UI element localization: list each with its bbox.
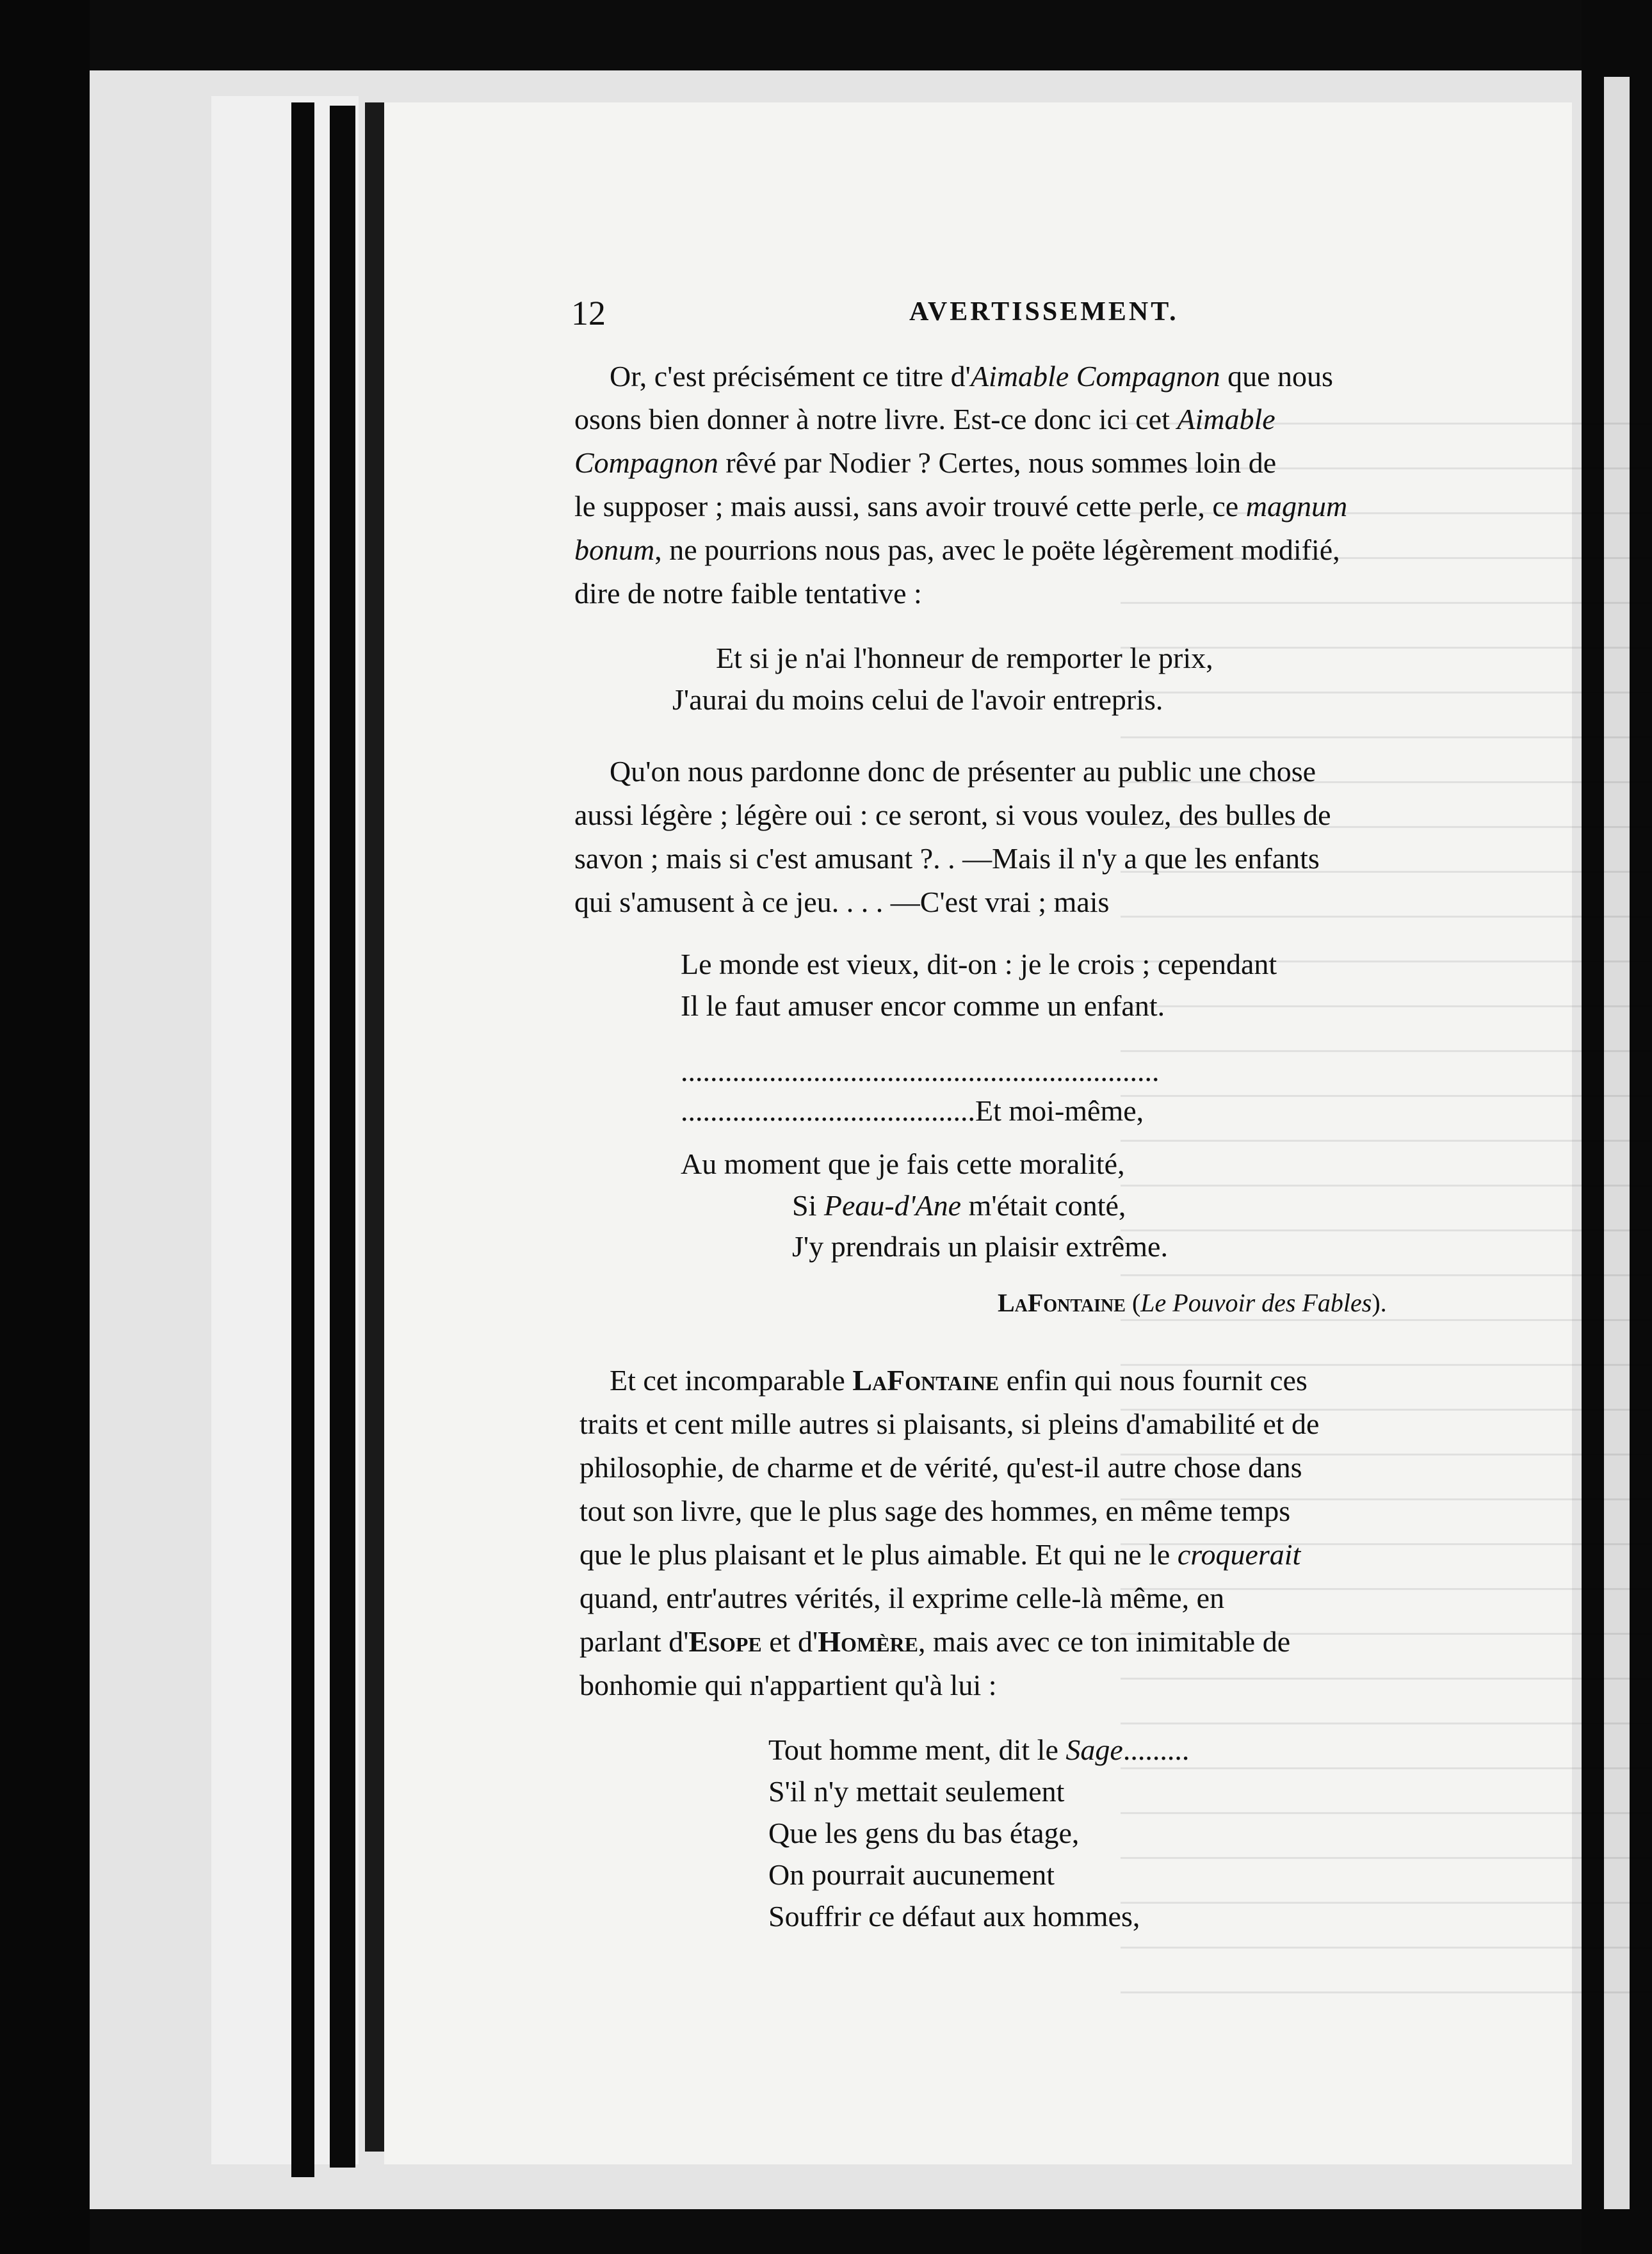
page-edge — [291, 102, 314, 2177]
verse-line: J'aurai du moins celui de l'avoir entrepris. — [672, 683, 1163, 716]
verse-line: Il le faut amuser encor comme un enfant. — [681, 989, 1165, 1022]
text-line: quand, entr'autres vérités, il exprime celle-là même, en — [579, 1582, 1225, 1614]
text-line: tout son livre, que le plus sage des hommes, en même temps — [579, 1495, 1291, 1527]
text-line: savon ; mais si c'est amusant ?. . —Mais il n'y a que les enfants — [574, 842, 1320, 875]
text-line: bonhomie qui n'appartient qu'à lui : — [579, 1669, 997, 1701]
verse-line: Au moment que je fais cette moralité, — [681, 1147, 1125, 1180]
text-line: Compagnon rêvé par Nodier ? Certes, nous sommes loin de — [574, 446, 1277, 479]
verse-line: Tout homme ment, dit le Sage......... — [768, 1733, 1190, 1766]
text-line: bonum, ne pourrions nous pas, avec le poëte légèrement modifié, — [574, 533, 1340, 566]
attribution: LaFontaine (Le Pouvoir des Fables). — [998, 1288, 1387, 1317]
text-line: qui s'amusent à ce jeu. . . . —C'est vrai ; mais — [574, 886, 1110, 918]
verse-line: Le monde est vieux, dit-on : je le crois ; cependant — [681, 948, 1277, 980]
verse-line: Souffrir ce défaut aux hommes, — [768, 1900, 1140, 1933]
text-line: Et cet incomparable LaFontaine enfin qui nous fournit ces — [610, 1364, 1308, 1397]
text-line: philosophie, de charme et de vérité, qu'est-il autre chose dans — [579, 1451, 1302, 1484]
verse-line: ........................................Et moi-même, — [681, 1094, 1144, 1127]
text-line: que le plus plaisant et le plus aimable. Et qui ne le croquerait — [579, 1538, 1301, 1571]
text-line: traits et cent mille autres si plaisants, si pleins d'amabilité et de — [579, 1407, 1320, 1440]
verse-line: Que les gens du bas étage, — [768, 1817, 1080, 1849]
text-line: aussi légère ; légère oui : ce seront, si vous voulez, des bulles de — [574, 799, 1331, 831]
running-title: AVERTISSEMENT. — [909, 297, 1179, 327]
text-line: dire de notre faible tentative : — [574, 577, 922, 610]
text-line: osons bien donner à notre livre. Est-ce donc ici cet Aimable — [574, 403, 1275, 435]
text-line: le supposer ; mais aussi, sans avoir trouvé cette perle, ce magnum — [574, 490, 1348, 523]
page-edge — [365, 102, 384, 2152]
verse-line: J'y prendrais un plaisir extrême. — [792, 1230, 1168, 1263]
verse-line: Si Peau-d'Ane m'était conté, — [792, 1189, 1126, 1222]
verse-line: S'il n'y mettait seulement — [768, 1775, 1065, 1808]
verse-line: On pourrait aucunement — [768, 1858, 1055, 1891]
page-number: 12 — [571, 294, 606, 332]
scan-frame-left — [0, 0, 90, 2254]
verse-line: Et si je n'ai l'honneur de remporter le prix, — [716, 642, 1213, 674]
page-edge — [330, 106, 355, 2168]
ellipsis-line: ................................................................. — [681, 1055, 1160, 1087]
text-line: parlant d'Esope et d'Homère, mais avec ce ton inimitable de — [579, 1625, 1291, 1658]
text-line: Or, c'est précisément ce titre d'Aimable Compagnon que nous — [610, 360, 1333, 393]
text-line: Qu'on nous pardonne donc de présenter au public une chose — [610, 755, 1316, 788]
